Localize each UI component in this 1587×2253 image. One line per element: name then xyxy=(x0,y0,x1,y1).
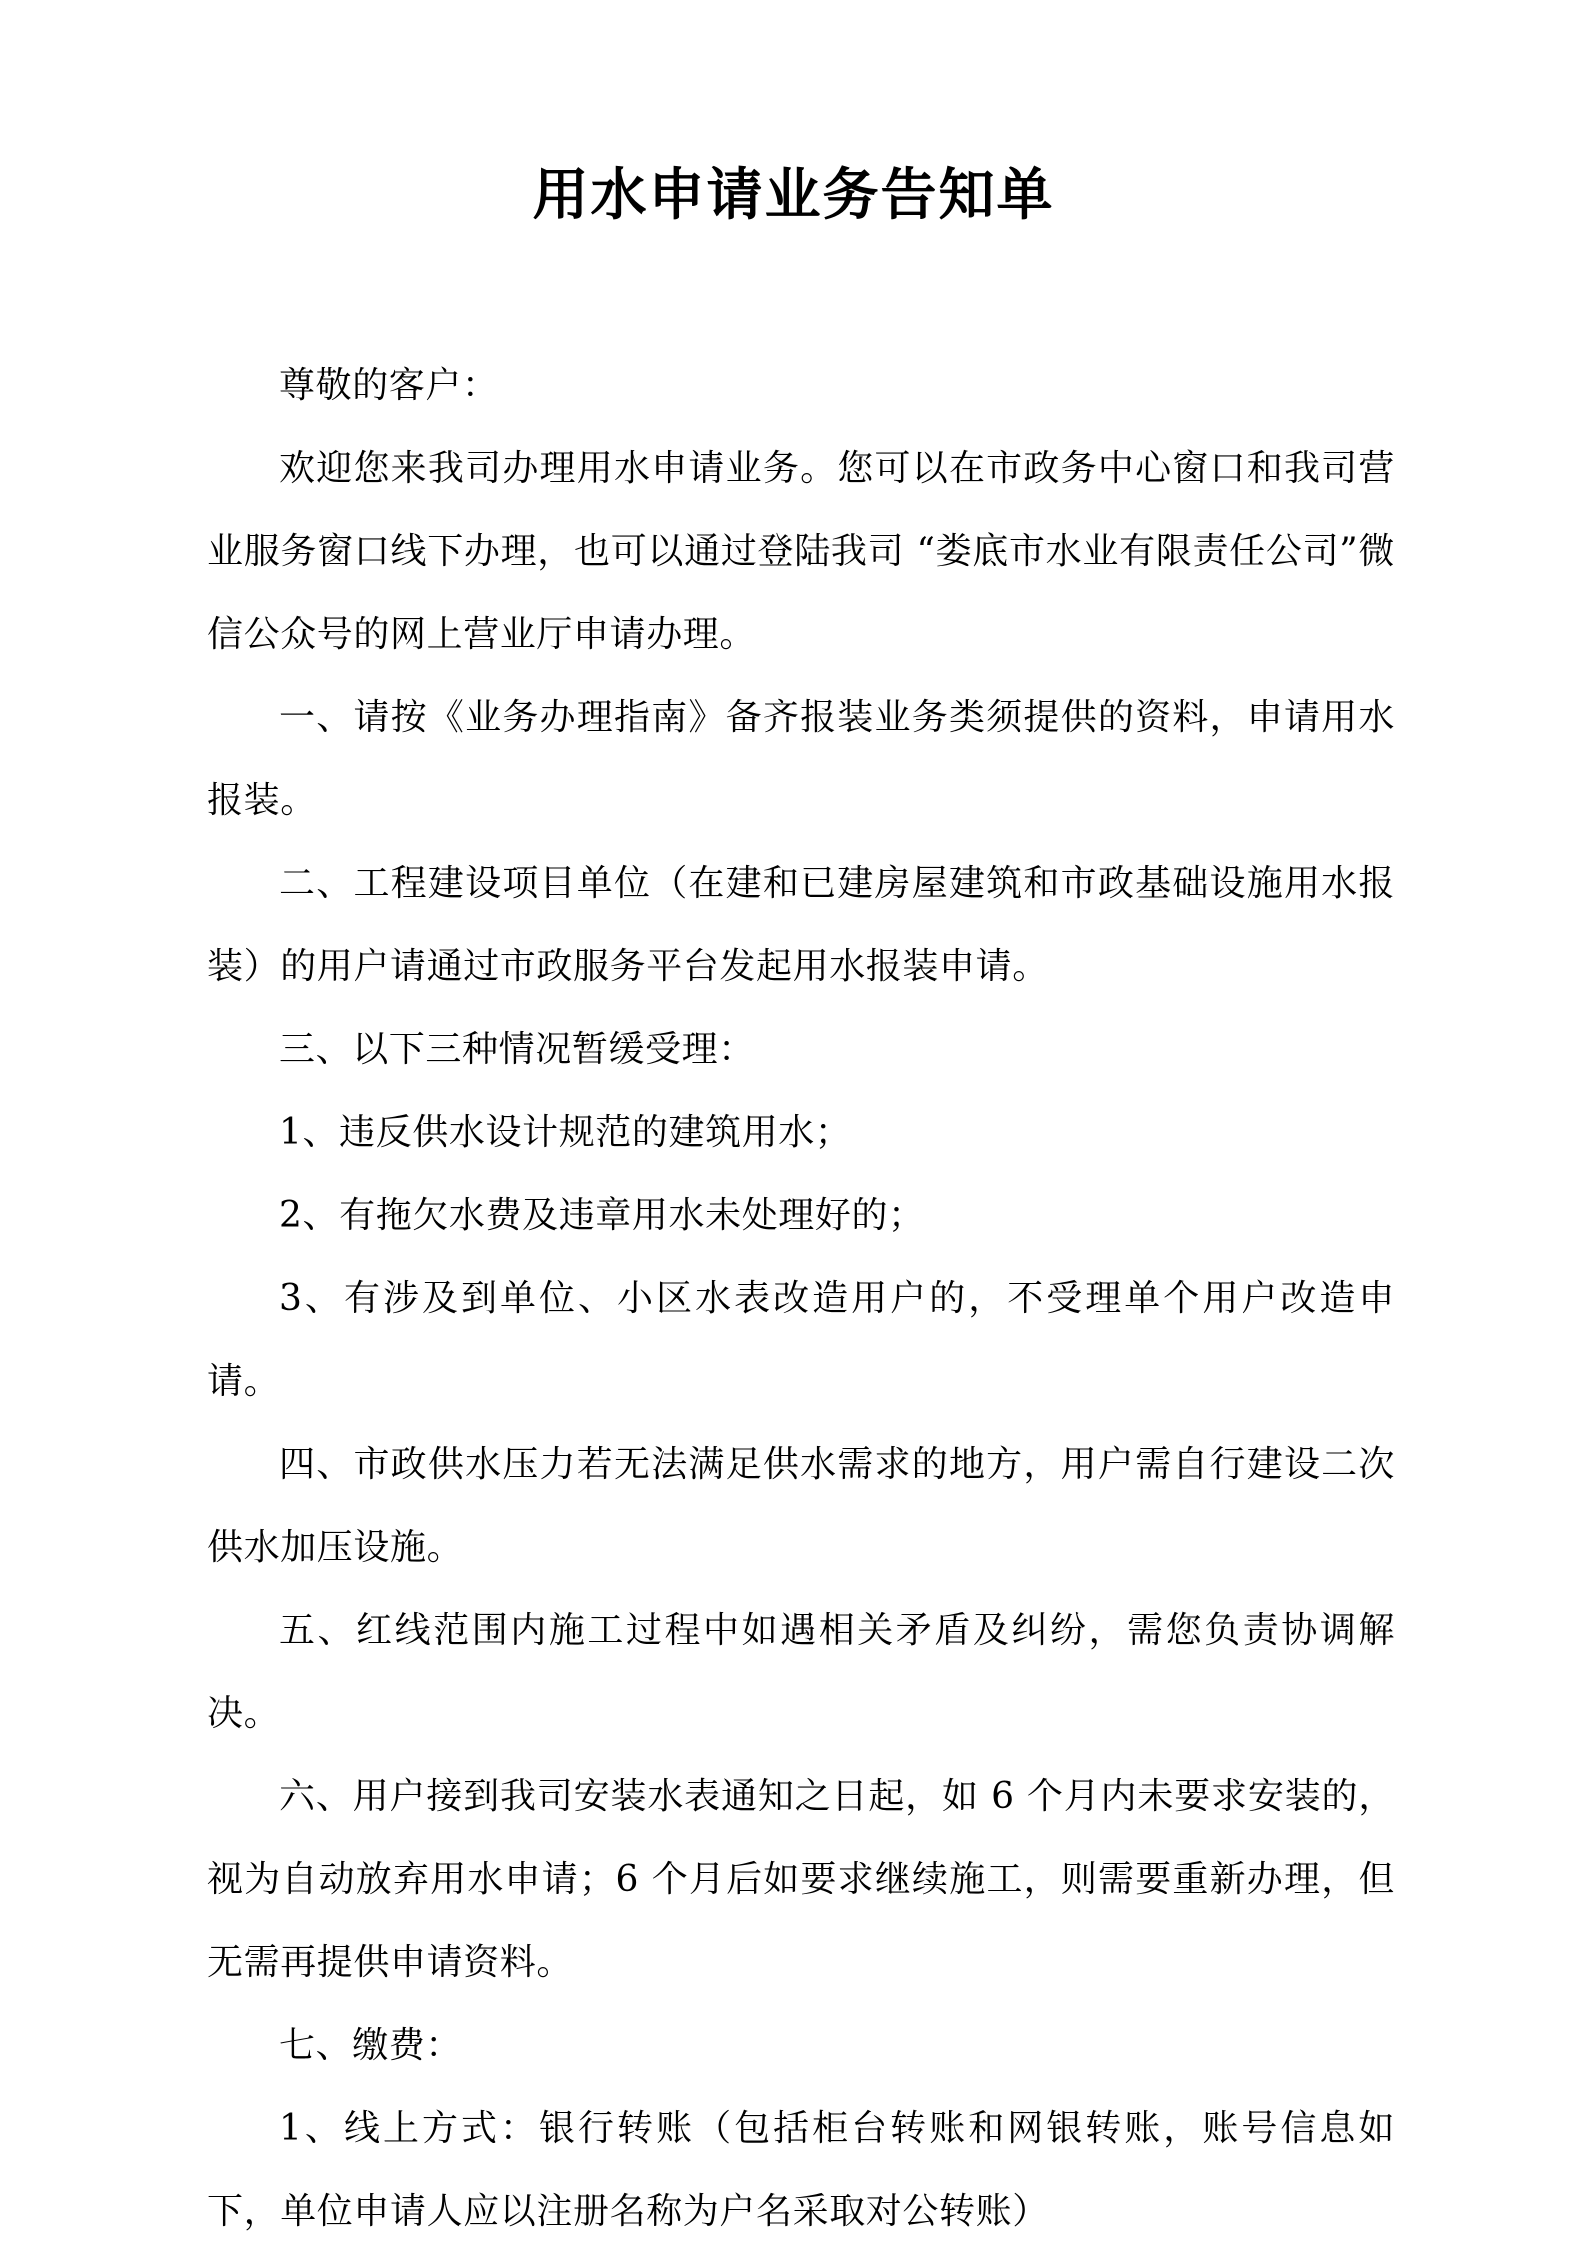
clause-2-project-units: 二、工程建设项目单位（在建和已建房屋建筑和市政基础设施用水报装）的用户请通过市政服务平台发起用水报装申请。 xyxy=(207,863,1395,987)
clause-1-materials: 一、请按《业务办理指南》备齐报装业务类须提供的资料，申请用水报装。 xyxy=(207,697,1395,821)
document-body xyxy=(207,344,1395,2253)
clause-3-item-1: 1、违反供水设计规范的建筑用水； xyxy=(279,1112,852,1153)
clause-5-disputes: 五、红线范围内施工过程中如遇相关矛盾及纠纷，需您负责协调解决。 xyxy=(207,1610,1395,1734)
clause-7-payment: 七、缴费： xyxy=(279,2025,463,2066)
document-title: 用水申请业务告知单 xyxy=(532,162,1055,228)
clause-3-deferred-cases: 三、以下三种情况暂缓受理： xyxy=(279,1029,755,1070)
clause-4-pressure: 四、市政供水压力若无法满足供水需求的地方，用户需自行建设二次供水加压设施。 xyxy=(207,1444,1395,1568)
clause-3-item-3: 3、有涉及到单位、小区水表改造用户的，不受理单个用户改造申请。 xyxy=(207,1278,1395,1402)
clause-7-item-1-online: 1、线上方式：银行转账（包括柜台转账和网银转账，账号信息如下，单位申请人应以注册名称为户名采取对公转账） xyxy=(207,2108,1395,2232)
clause-6-installation-deadline: 六、用户接到我司安装水表通知之日起，如 6 个月内未要求安装的，视为自动放弃用水申请；6 个月后如要求继续施工，则需要重新办理，但无需再提供申请资料。 xyxy=(207,1776,1395,1983)
intro-paragraph: 欢迎您来我司办理用水申请业务。您可以在市政务中心窗口和我司营业服务窗口线下办理，也可以通过登陆我司 “娄底市水业有限责任公司”微信公众号的网上营业厅申请办理。 xyxy=(207,448,1395,655)
greeting: 尊敬的客户： xyxy=(279,365,499,406)
clause-3-item-2: 2、有拖欠水费及违章用水未处理好的； xyxy=(279,1195,925,1236)
